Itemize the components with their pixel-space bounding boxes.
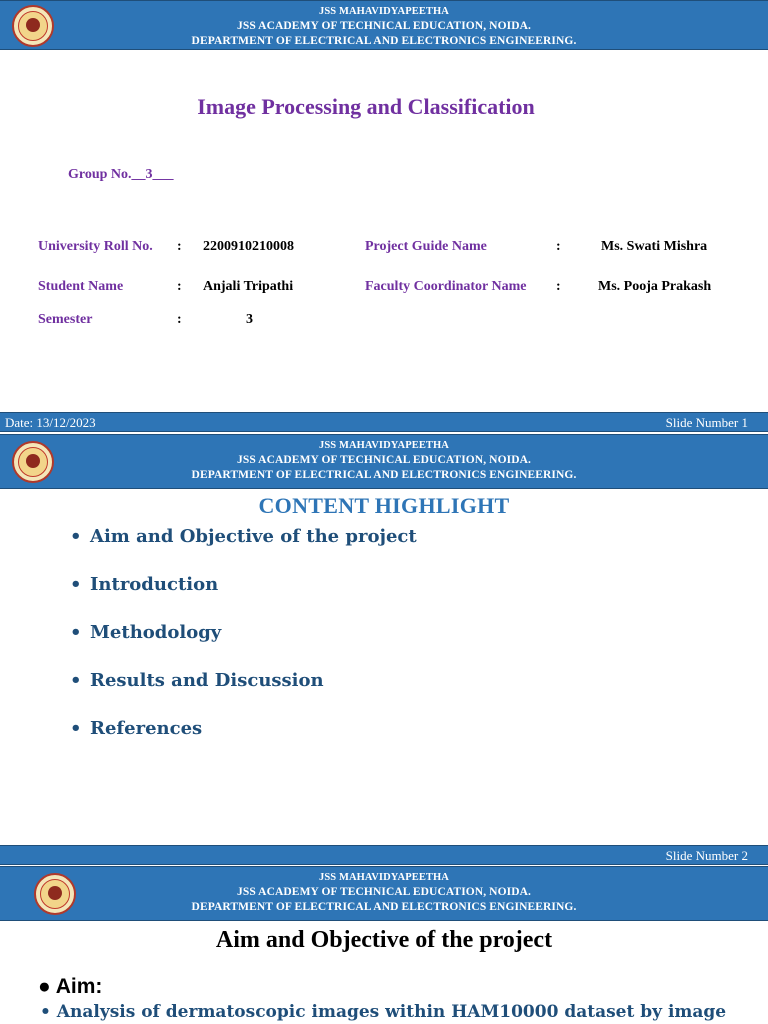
group-number: Group No.__3___ (68, 167, 174, 182)
header-line-2: JSS ACADEMY OF TECHNICAL EDUCATION, NOIDA. (237, 886, 531, 898)
slide1-header (0, 0, 768, 50)
slide1-footer (0, 412, 768, 432)
coordinator-label: Faculty Coordinator Name (365, 279, 527, 294)
roll-colon: : (177, 239, 182, 254)
header-line-1: JSS MAHAVIDYAPEETHA (319, 6, 449, 17)
toc-item: • Methodology (70, 622, 222, 643)
bullet-icon: • (40, 1002, 57, 1022)
header-line-3: DEPARTMENT OF ELECTRICAL AND ELECTRONICS ENGINEERING. (191, 469, 577, 481)
roll-label: University Roll No. (38, 239, 153, 254)
toc-item: • References (70, 718, 203, 739)
slide-number-2: Slide Number 2 (665, 848, 748, 863)
header-line-1: JSS MAHAVIDYAPEETHA (319, 440, 449, 451)
coordinator-value: Ms. Pooja Prakash (598, 279, 712, 294)
roll-value: 2200910210008 (203, 239, 294, 254)
college-logo-icon (34, 873, 76, 915)
header-line-1: JSS MAHAVIDYAPEETHA (319, 872, 449, 883)
aim-label: ● Aim: (38, 975, 103, 998)
header-line-2: JSS ACADEMY OF TECHNICAL EDUCATION, NOIDA. (237, 454, 531, 466)
header-line-2: JSS ACADEMY OF TECHNICAL EDUCATION, NOIDA. (237, 20, 531, 32)
student-value: Anjali Tripathi (203, 279, 294, 294)
toc-item: • Results and Discussion (70, 670, 324, 691)
guide-colon: : (556, 239, 561, 254)
guide-value: Ms. Swati Mishra (601, 239, 708, 254)
header-line-3: DEPARTMENT OF ELECTRICAL AND ELECTRONICS ENGINEERING. (191, 35, 577, 47)
bullet-icon: ● (38, 975, 56, 998)
slide-number-1: Slide Number 1 (665, 415, 748, 430)
college-logo-icon (12, 5, 54, 47)
student-colon: : (177, 279, 182, 294)
slide3-header (0, 866, 768, 921)
toc-item: • Introduction (70, 574, 219, 595)
slide-date: Date: 13/12/2023 (5, 415, 96, 430)
student-label: Student Name (38, 279, 124, 294)
guide-label: Project Guide Name (365, 239, 487, 254)
semester-label: Semester (38, 312, 93, 327)
coordinator-colon: : (556, 279, 561, 294)
college-logo-icon (12, 441, 54, 483)
aim-objective-title: Aim and Objective of the project (215, 927, 553, 953)
aim-text: • Analysis of dermatoscopic images within HAM10000 dataset by image (40, 1002, 727, 1022)
project-title: Image Processing and Classification (197, 94, 535, 119)
semester-colon: : (177, 312, 182, 327)
slide2-header (0, 434, 768, 489)
semester-value: 3 (246, 312, 253, 327)
header-line-3: DEPARTMENT OF ELECTRICAL AND ELECTRONICS ENGINEERING. (191, 901, 577, 913)
content-highlight-title: CONTENT HIGHLIGHT (258, 493, 510, 518)
slide2-footer (0, 845, 768, 865)
toc-item: • Aim and Objective of the project (70, 526, 417, 547)
